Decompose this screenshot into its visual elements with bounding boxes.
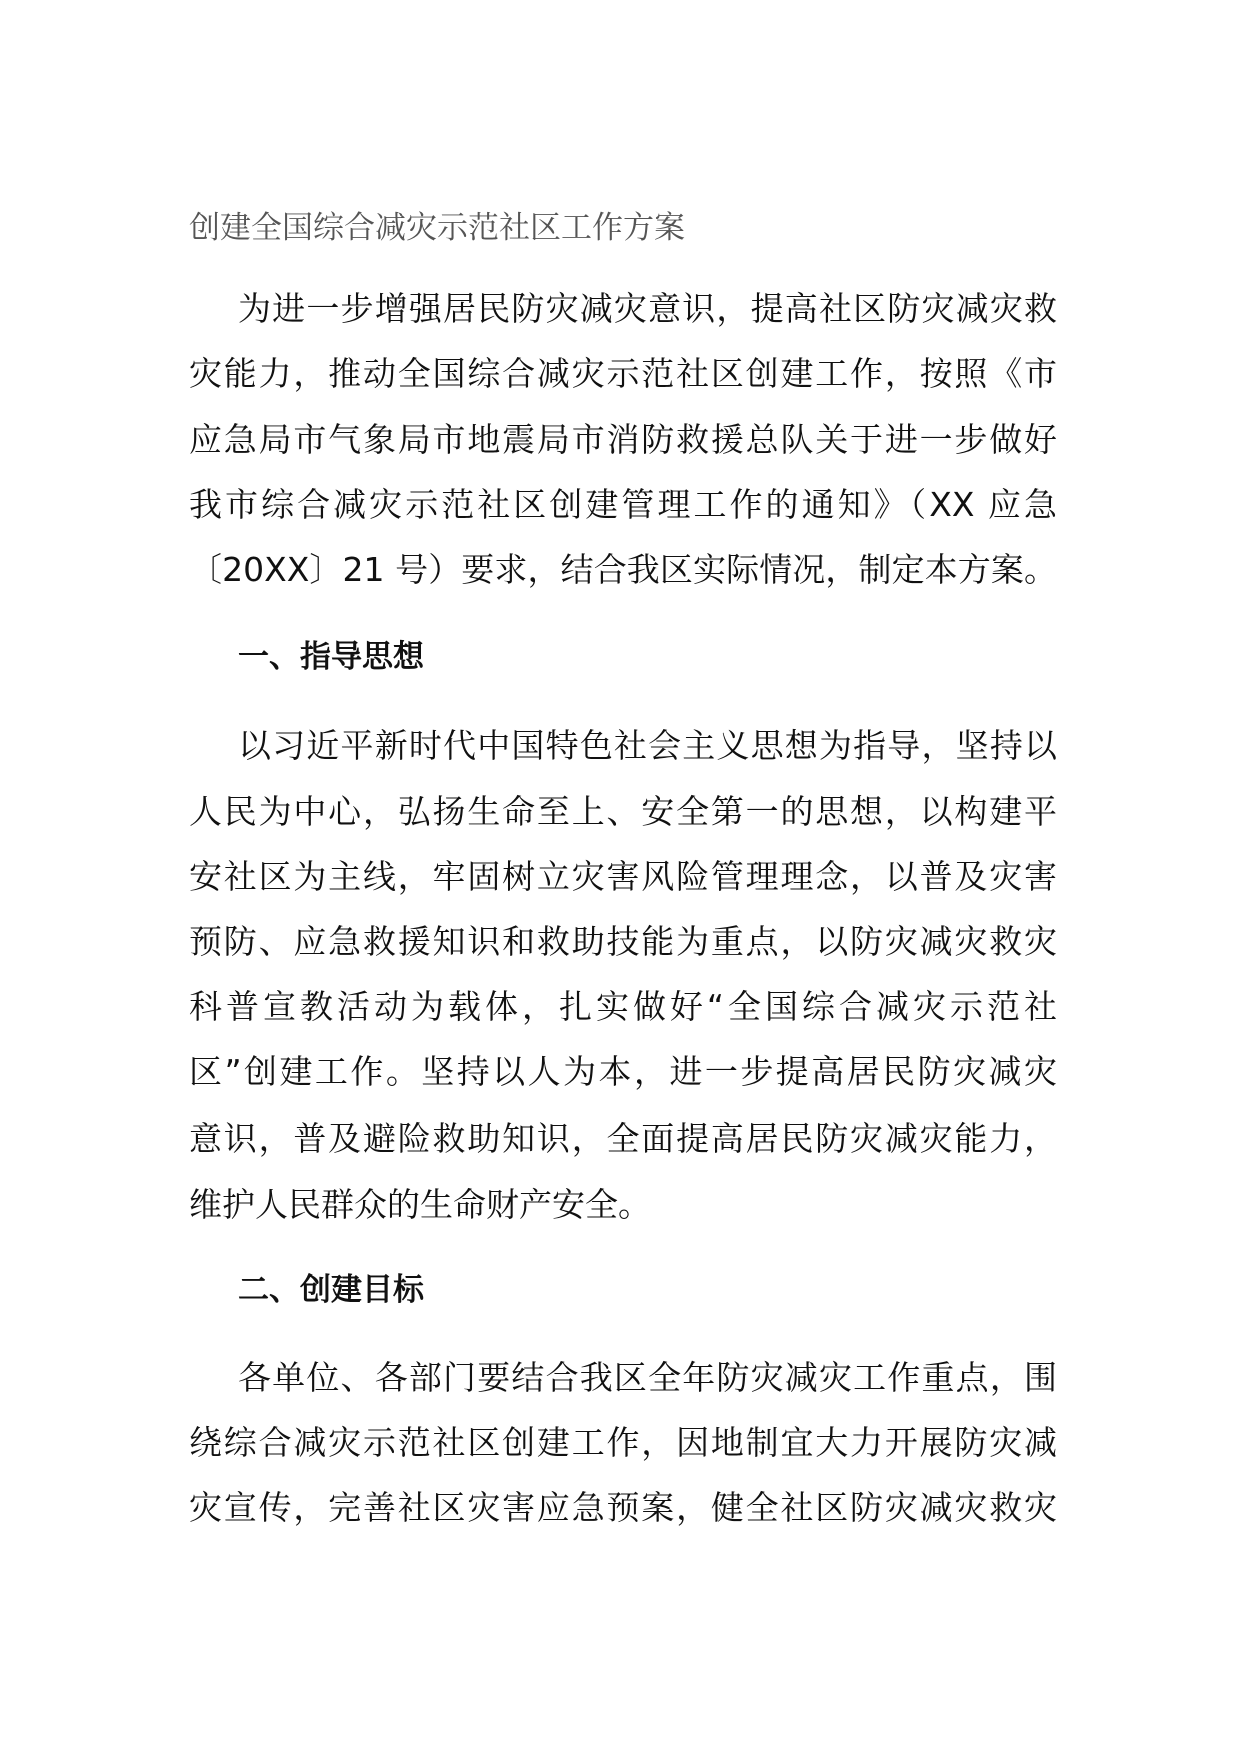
paragraph-line: 〔20XX〕21 号）要求，结合我区实际情况，制定本方案。	[189, 550, 1057, 589]
paragraph-line: 以习近平新时代中国特色社会主义思想为指导，坚持以	[238, 726, 1057, 765]
section-heading-goals: 二、创建目标	[238, 1272, 424, 1308]
paragraph-line: 人民为中心，弘扬生命至上、安全第一的思想，以构建平	[189, 792, 1057, 831]
paragraph-line: 我市综合减灾示范社区创建管理工作的通知》（XX 应急	[189, 485, 1057, 524]
paragraph-line: 灾能力，推动全国综合减灾示范社区创建工作，按照《市	[189, 354, 1057, 393]
paragraph-line: 应急局市气象局市地震局市消防救援总队关于进一步做好	[189, 420, 1057, 459]
paragraph-line: 为进一步增强居民防灾减灾意识，提高社区防灾减灾救	[238, 289, 1057, 328]
paragraph-line: 维护人民群众的生命财产安全。	[189, 1185, 651, 1224]
paragraph-line: 区”创建工作。坚持以人为本，进一步提高居民防灾减灾	[189, 1052, 1057, 1091]
paragraph-line: 灾宣传，完善社区灾害应急预案，健全社区防灾减灾救灾	[189, 1488, 1057, 1527]
section-heading-guiding-ideology: 一、指导思想	[238, 639, 424, 675]
paragraph-line: 绕综合减灾示范社区创建工作，因地制宜大力开展防灾减	[189, 1423, 1057, 1462]
paragraph-line: 意识，普及避险救助知识，全面提高居民防灾减灾能力，	[189, 1119, 1057, 1158]
document-title: 创建全国综合减灾示范社区工作方案	[189, 210, 685, 246]
paragraph-line: 各单位、各部门要结合我区全年防灾减灾工作重点，围	[238, 1358, 1057, 1397]
paragraph-line: 科普宣教活动为载体，扎实做好“全国综合减灾示范社	[189, 987, 1057, 1026]
paragraph-line: 预防、应急救援知识和救助技能为重点，以防灾减灾救灾	[189, 922, 1057, 961]
paragraph-line: 安社区为主线，牢固树立灾害风险管理理念，以普及灾害	[189, 857, 1057, 896]
